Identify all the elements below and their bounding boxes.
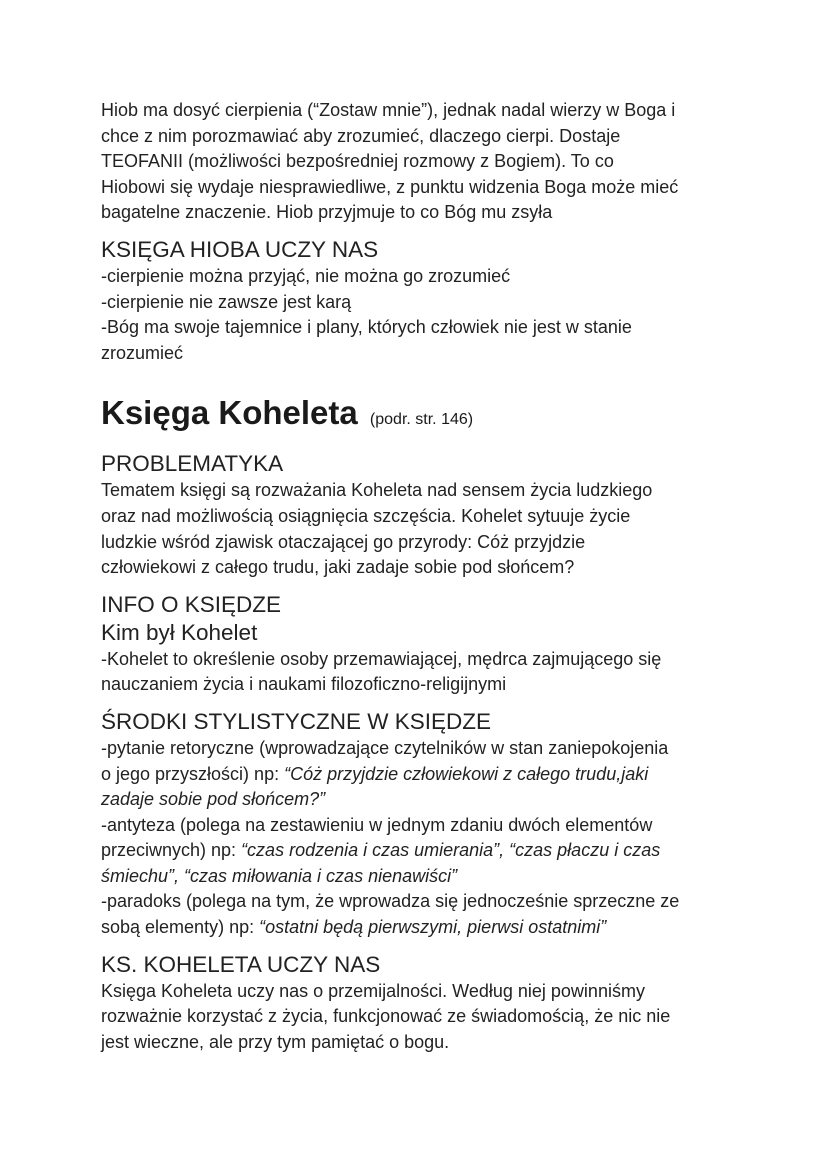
text-line: -antyteza (polega na zestawieniu w jednym zdaniu dwóch elementów <box>101 814 653 835</box>
list-item: -cierpienie nie zawsze jest karą <box>101 291 352 312</box>
quote-text: “ostatni będą pierwszymi, pierwsi ostatnimi” <box>259 917 607 938</box>
hiob-intro-paragraph <box>101 98 741 226</box>
quote-line: śmiechu”, “czas miłowania i czas nienawiści” <box>101 865 458 886</box>
page-reference: (podr. str. 146) <box>369 411 474 429</box>
hiob-lessons-heading: KSIĘGA HIOBA UCZY NAS <box>101 236 379 262</box>
text-line: TEOFANII (możliwości bezpośredniej rozmowy z Bogiem). To co <box>101 151 614 172</box>
info-heading: INFO O KSIĘDZE <box>101 591 282 617</box>
info-paragraph <box>101 647 741 698</box>
text-line: jest wieczne, ale przy tym pamiętać o bogu. <box>101 1031 450 1052</box>
text-line: Hiobowi się wydaje niesprawiedliwe, z punktu widzenia Boga może mieć <box>101 176 679 197</box>
problems-heading: PROBLEMATYKA <box>101 451 284 477</box>
list-item: -cierpienie można przyjąć, nie można go zrozumieć <box>101 265 511 286</box>
page-content <box>101 98 741 1055</box>
koheleth-lessons-paragraph <box>101 979 741 1056</box>
text-line: Hiob ma dosyć cierpienia (“Zostaw mnie”), jednak nadal wierzy w Boga i <box>101 100 676 120</box>
list-item: zrozumieć <box>101 342 184 363</box>
page-title <box>101 393 741 440</box>
title-text: Księga Koheleta <box>101 394 358 432</box>
quote-text: “Cóż przyjdzie człowiekowi z całego trudu,jaki <box>284 763 649 784</box>
text-line <box>101 762 741 788</box>
text-line <box>101 838 741 864</box>
hiob-lessons-list <box>101 264 741 366</box>
text-run: przeciwnych) np: <box>101 840 242 861</box>
quote-text: “czas rodzenia i czas umierania”, “czas płaczu i czas <box>241 840 661 861</box>
list-item: -Bóg ma swoje tajemnice i plany, których człowiek nie jest w stanie <box>101 317 632 338</box>
text-run: sobą elementy) np: <box>101 917 260 938</box>
text-line <box>101 915 741 941</box>
text-line: Księga Koheleta uczy nas o przemijalności. Według niej powinniśmy <box>101 980 645 1001</box>
text-line: rozważnie korzystać z życia, funkcjonować ze świadomością, że nic nie <box>101 1006 671 1027</box>
text-line: -Kohelet to określenie osoby przemawiającej, mędrca zajmującego się <box>101 648 662 669</box>
stylistic-list <box>101 736 741 941</box>
text-run: o jego przyszłości) np: <box>101 763 285 784</box>
text-line: nauczaniem życia i naukami filozoficzno-religijnymi <box>101 674 507 695</box>
text-line: -paradoks (polega na tym, że wprowadza się jednocześnie sprzeczne ze <box>101 891 680 912</box>
text-line: ludzkie wśród zjawisk otaczającej go przyrody: Cóż przyjdzie <box>101 531 586 552</box>
stylistic-heading: ŚRODKI STYLISTYCZNE W KSIĘDZE <box>101 708 492 734</box>
info-subheading: Kim był Kohelet <box>101 619 258 645</box>
text-line: człowiekowi z całego trudu, jaki zadaje sobie pod słońcem? <box>101 557 575 578</box>
text-line: chce z nim porozmawiać aby zrozumieć, dlaczego cierpi. Dostaje <box>101 125 621 146</box>
koheleth-lessons-heading: KS. KOHELETA UCZY NAS <box>101 951 381 977</box>
text-line: oraz nad możliwością osiągnięcia szczęścia. Kohelet sytuuje życie <box>101 505 631 526</box>
text-line: Tematem księgi są rozważania Koheleta nad sensem życia ludzkiego <box>101 480 653 501</box>
text-line: -pytanie retoryczne (wprowadzające czytelników w stan zaniepokojenia <box>101 737 669 758</box>
text-line: bagatelne znaczenie. Hiob przyjmuje to co Bóg mu zsyła <box>101 202 553 223</box>
quote-line: zadaje sobie pod słońcem?” <box>101 789 326 810</box>
problems-paragraph <box>101 478 741 580</box>
